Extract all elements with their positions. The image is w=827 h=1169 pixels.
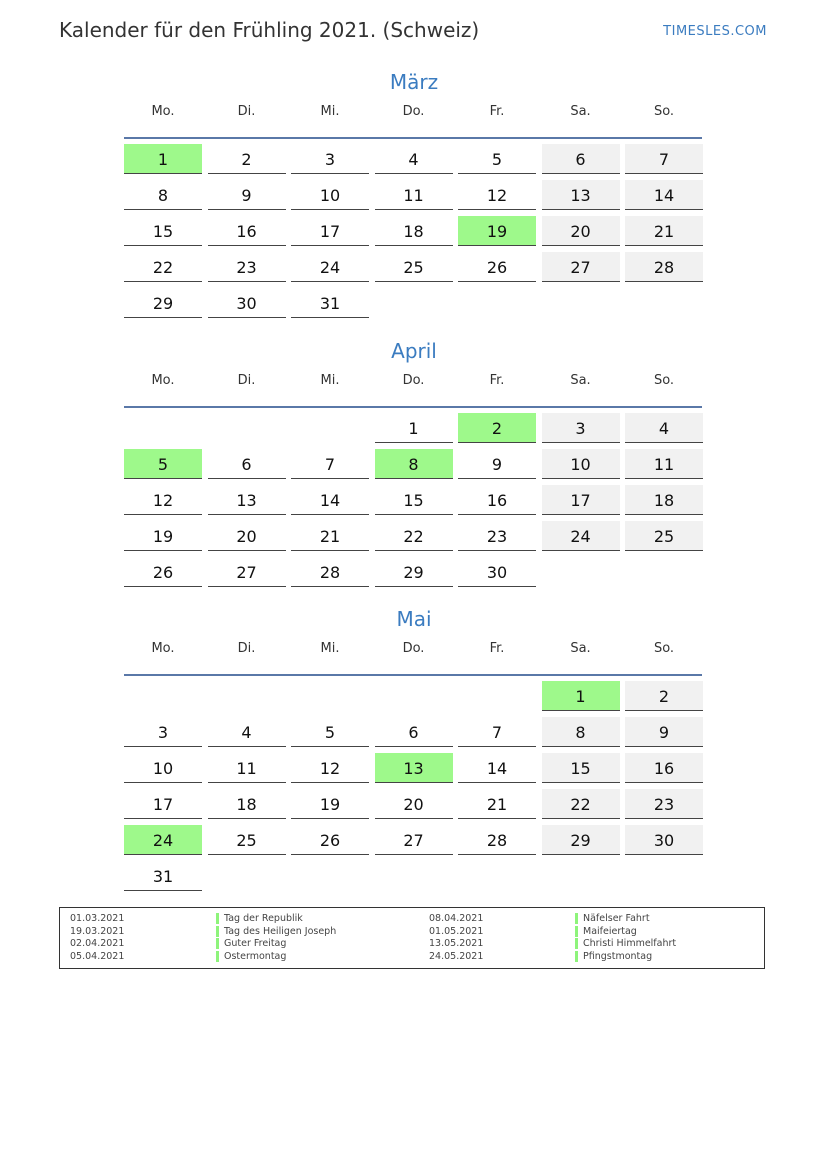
legend-holiday-name: Pfingstmontag [583,950,653,962]
legend-holiday-name: Christi Himmelfahrt [583,938,677,949]
day-cell: 2 [208,144,286,174]
legend-item [70,912,410,925]
day-cell: 29 [124,288,202,318]
weekday-label: Do. [402,641,425,656]
day-cell: 10 [124,753,202,783]
day-cell: 18 [208,789,286,819]
month-3 [124,605,704,886]
holiday-day-cell: 1 [124,144,202,174]
weekday-label: Fr. [489,641,505,656]
day-cell: 7 [458,717,536,747]
legend-date: 01.05.2021 [429,925,484,937]
day-cell: 25 [375,252,453,282]
day-cell: 12 [124,485,202,515]
legend-holiday-name: Ostermontag [224,950,287,962]
day-cell: 3 [542,413,620,443]
day-cell: 20 [375,789,453,819]
legend-date: 13.05.2021 [429,938,484,949]
legend-date: 08.04.2021 [429,913,484,924]
month-name: Mai [396,607,432,631]
day-cell: 22 [375,521,453,551]
legend-date: 05.04.2021 [70,950,125,962]
weekday-label: So. [653,373,675,388]
day-cell: 9 [458,449,536,479]
day-cell: 30 [625,825,703,855]
day-cell: 16 [208,216,286,246]
weekday-label: So. [653,104,675,119]
day-cell: 27 [375,825,453,855]
holiday-marker-icon [575,951,578,962]
day-cell: 29 [542,825,620,855]
day-cell: 25 [625,521,703,551]
day-cell: 17 [542,485,620,515]
day-cell: 6 [542,144,620,174]
day-cell: 28 [625,252,703,282]
weekday-label: Fr. [489,373,505,388]
day-cell: 7 [291,449,369,479]
weekday-header [124,373,704,399]
day-cell: 21 [625,216,703,246]
day-cell: 26 [124,557,202,587]
day-cell: 14 [458,753,536,783]
holiday-marker-icon [575,926,578,937]
legend-item [429,950,769,963]
day-cell: 31 [124,861,202,891]
weekday-label: Mi. [320,373,340,388]
day-cell: 11 [375,180,453,210]
holiday-day-cell: 2 [458,413,536,443]
legend-item [70,937,410,950]
day-cell: 27 [208,557,286,587]
day-cell: 28 [458,825,536,855]
legend-holiday-name: Maifeiertag [583,925,637,937]
weekday-label: Do. [402,104,425,119]
day-cell: 25 [208,825,286,855]
legend-item [70,925,410,938]
holiday-day-cell: 5 [124,449,202,479]
legend-item [70,950,410,963]
day-cell: 18 [625,485,703,515]
legend-holiday-name: Tag der Republik [224,913,303,924]
day-cell: 9 [625,717,703,747]
month-divider [124,406,702,408]
day-cell: 24 [542,521,620,551]
holiday-marker-icon [216,951,219,962]
legend-date: 01.03.2021 [70,913,125,924]
day-cell: 30 [208,288,286,318]
weekday-label: Sa. [570,373,591,388]
day-cell: 6 [375,717,453,747]
weekday-header [124,641,704,667]
day-cell: 28 [291,557,369,587]
weekday-label: Di. [237,104,256,119]
day-cell: 7 [625,144,703,174]
legend-item [429,937,769,950]
weekday-label: Fr. [489,104,505,119]
legend-item [429,912,769,925]
day-cell: 14 [291,485,369,515]
weekday-label: So. [653,641,675,656]
holiday-legend [59,907,765,969]
day-cell: 31 [291,288,369,318]
month-divider [124,137,702,139]
day-cell: 12 [291,753,369,783]
holiday-marker-icon [575,938,578,949]
day-cell: 14 [625,180,703,210]
holiday-day-cell: 1 [542,681,620,711]
day-cell: 23 [625,789,703,819]
day-cell: 20 [542,216,620,246]
day-cell: 5 [291,717,369,747]
weekday-label: Mi. [320,104,340,119]
day-cell: 10 [542,449,620,479]
day-cell: 15 [542,753,620,783]
legend-date: 24.05.2021 [429,950,484,962]
weekday-label: Mo. [151,373,175,388]
day-cell: 15 [124,216,202,246]
day-cell: 11 [625,449,703,479]
weekday-label: Mo. [151,641,175,656]
month-2 [124,337,704,582]
day-cell: 6 [208,449,286,479]
day-cell: 1 [375,413,453,443]
legend-holiday-name: Tag des Heiligen Joseph [224,925,337,937]
day-cell: 8 [124,180,202,210]
day-cell: 16 [458,485,536,515]
day-cell: 27 [542,252,620,282]
day-cell: 26 [458,252,536,282]
day-cell: 4 [375,144,453,174]
weekday-label: Di. [237,373,256,388]
day-cell: 3 [124,717,202,747]
day-cell: 16 [625,753,703,783]
site-link[interactable]: TIMESLES.COM [663,24,767,39]
legend-holiday-name: Näfelser Fahrt [583,913,650,924]
day-cell: 10 [291,180,369,210]
day-cell: 13 [542,180,620,210]
day-cell: 22 [124,252,202,282]
holiday-marker-icon [216,913,219,924]
day-cell: 4 [625,413,703,443]
holiday-marker-icon [216,926,219,937]
holiday-day-cell: 24 [124,825,202,855]
day-cell: 22 [542,789,620,819]
day-cell: 21 [291,521,369,551]
weekday-label: Di. [237,641,256,656]
day-cell: 18 [375,216,453,246]
day-cell: 4 [208,717,286,747]
month-divider [124,674,702,676]
page-title: Kalender für den Frühling 2021. (Schweiz) [59,18,480,42]
day-cell: 30 [458,557,536,587]
day-cell: 29 [375,557,453,587]
legend-date: 19.03.2021 [70,925,125,937]
holiday-marker-icon [575,913,578,924]
day-cell: 17 [124,789,202,819]
day-cell: 24 [291,252,369,282]
legend-item [429,925,769,938]
legend-holiday-name: Guter Freitag [224,938,287,949]
day-cell: 2 [625,681,703,711]
holiday-day-cell: 19 [458,216,536,246]
day-cell: 23 [208,252,286,282]
day-cell: 26 [291,825,369,855]
month-1 [124,68,704,313]
day-cell: 23 [458,521,536,551]
day-cell: 19 [124,521,202,551]
weekday-label: Do. [402,373,425,388]
weekday-label: Mi. [320,641,340,656]
legend-date: 02.04.2021 [70,938,125,949]
day-cell: 15 [375,485,453,515]
day-cell: 9 [208,180,286,210]
day-cell: 20 [208,521,286,551]
weekday-label: Sa. [570,104,591,119]
day-cell: 8 [542,717,620,747]
weekday-label: Mo. [151,104,175,119]
month-name: April [391,339,437,363]
weekday-header [124,104,704,130]
day-cell: 5 [458,144,536,174]
weekday-label: Sa. [570,641,591,656]
holiday-marker-icon [216,938,219,949]
holiday-day-cell: 8 [375,449,453,479]
day-cell: 12 [458,180,536,210]
day-cell: 17 [291,216,369,246]
day-cell: 11 [208,753,286,783]
holiday-day-cell: 13 [375,753,453,783]
month-name: März [389,70,439,94]
day-cell: 21 [458,789,536,819]
day-cell: 19 [291,789,369,819]
day-cell: 3 [291,144,369,174]
day-cell: 13 [208,485,286,515]
